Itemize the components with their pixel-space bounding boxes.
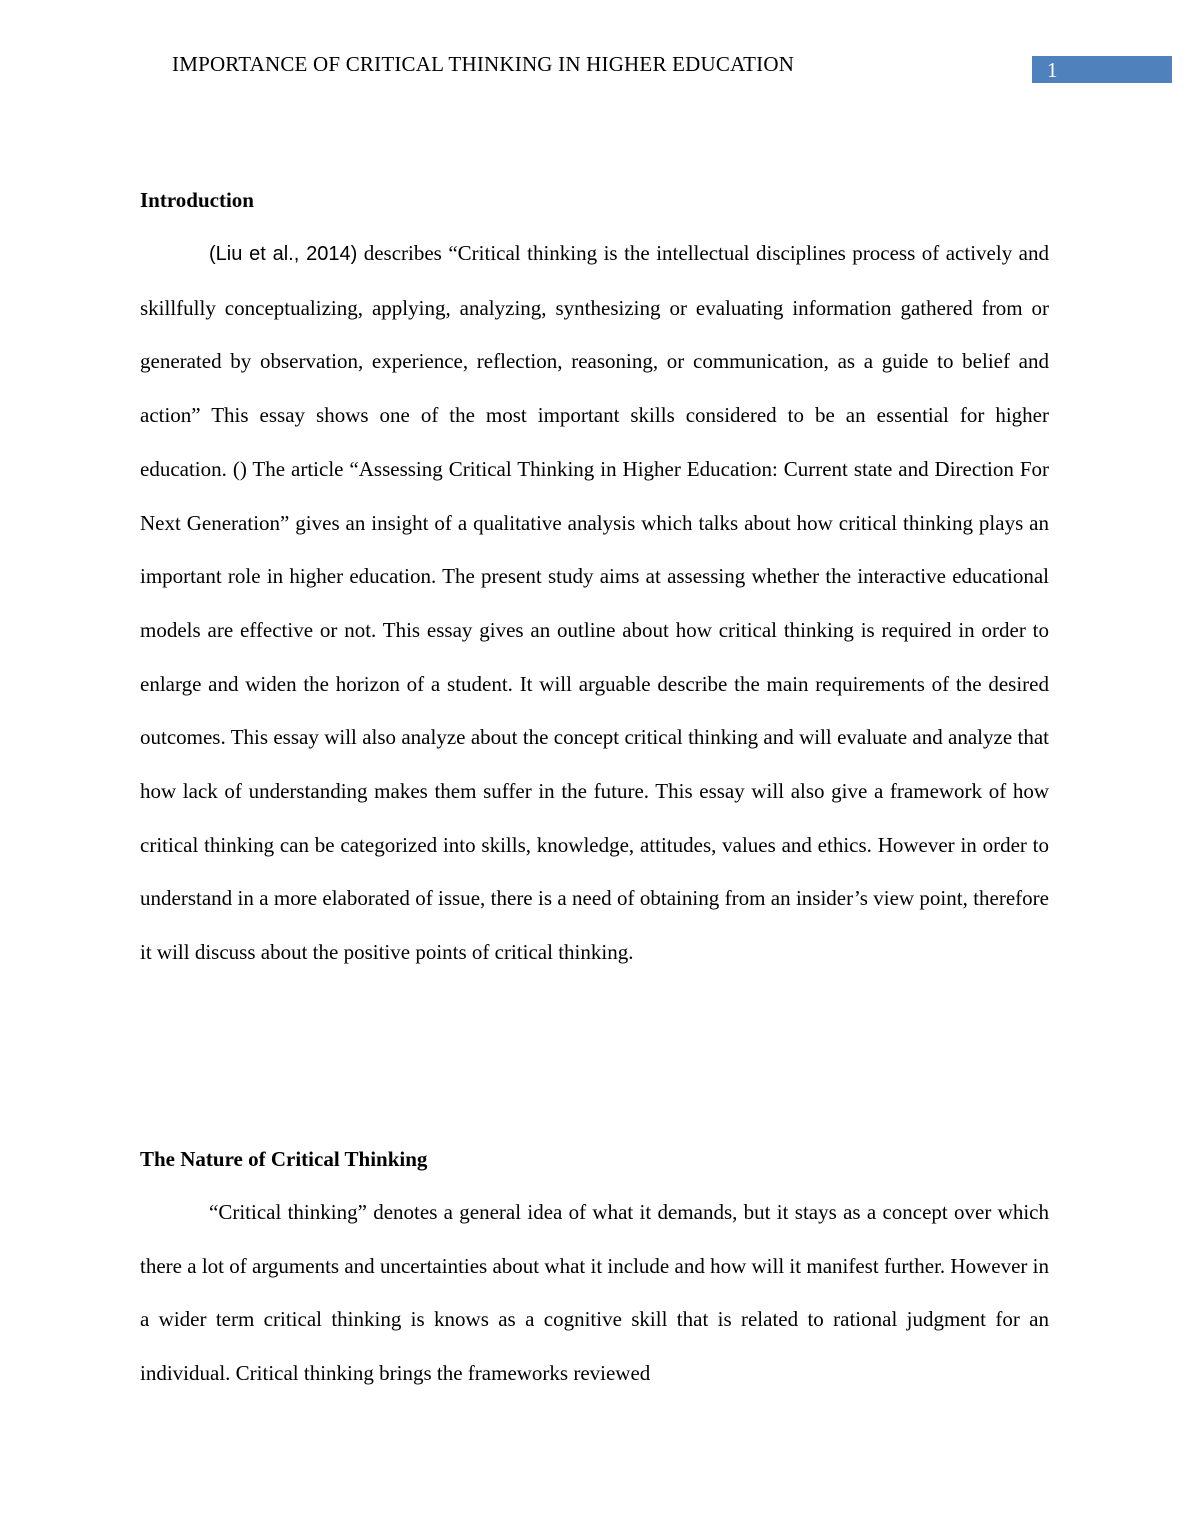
section-body-introduction — [140, 227, 1049, 980]
page-number-box — [1032, 56, 1172, 83]
paragraph-text: describes “Critical thinking is the intellectual disciplines process of actively and skillfully conceptualizing, applying, analyzing, synthesizing or evaluating information gathered from or generated by observation, experience, reflection, reasoning, or communication, as a guide to belief and action” This essay shows one of the most important skills considered to be an essential for higher education. () The article “Assessing Critical Thinking in Higher Education: Current state and Direction For Next Generation” gives an insight of a qualitative analysis which talks about how critical thinking plays an important role in higher education. The present study aims at assessing whether the interactive educational models are effective or not. This essay gives an outline about how critical thinking is required in order to enlarge and widen the horizon of a student. It will arguable describe the main requirements of the desired outcomes. This essay will also analyze about the concept critical thinking and will evaluate and analyze that how lack of understanding makes them suffer in the future. This essay will also give a framework of how critical thinking can be categorized into skills, knowledge, attitudes, values and ethics. However in order to understand in a more elaborated of issue, there is a need of obtaining from an insider’s view point, therefore it will discuss about the positive points of critical thinking. — [140, 241, 1049, 965]
paragraph-text: “Critical thinking” denotes a general idea of what it demands, but it stays as a concept over which there a lot of arguments and uncertainties about what it include and how will it manifest further. However in a wider term critical thinking is knows as a cognitive skill that is related to rational judgment for an individual. Critical thinking brings the frameworks reviewed — [140, 1200, 1049, 1386]
citation: (Liu et al., 2014) — [209, 243, 358, 265]
section-body-nature — [140, 1186, 1049, 1401]
page-number: 1 — [1047, 58, 1058, 82]
running-head: IMPORTANCE OF CRITICAL THINKING IN HIGHER EDUCATION — [172, 52, 795, 76]
section-heading-introduction: Introduction — [140, 188, 254, 212]
section-heading-nature: The Nature of Critical Thinking — [140, 1147, 428, 1171]
paragraph — [140, 227, 1049, 980]
paragraph — [140, 1186, 1049, 1401]
